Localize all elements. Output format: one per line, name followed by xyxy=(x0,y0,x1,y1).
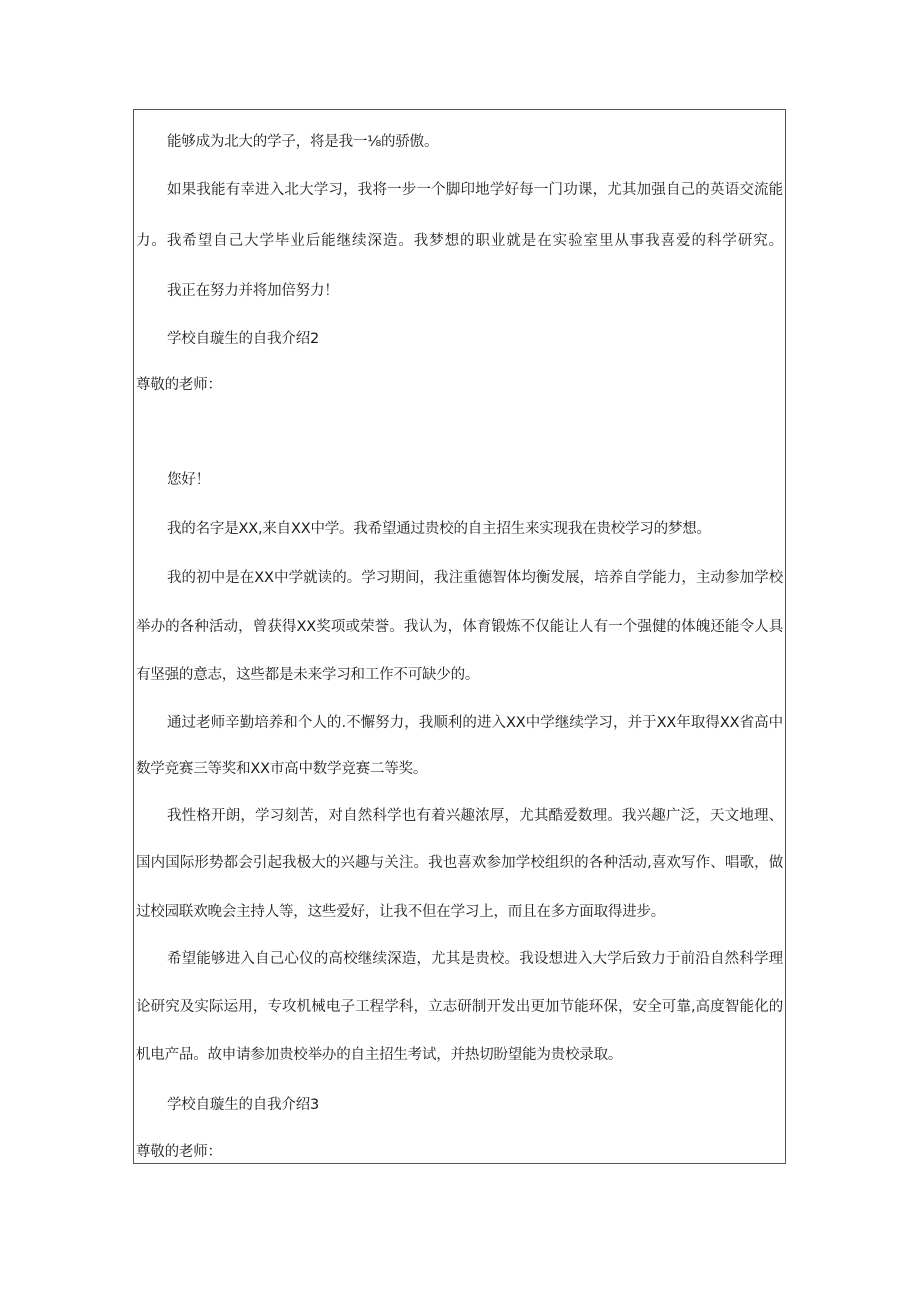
paragraph-line: 数学竞赛三等奖和XX市高中数学竞赛二等奖。 xyxy=(136,761,428,777)
paragraph-line: 论研究及实际运用，专攻机械电子工程学科，立志研制开发出更加节能环保，安全可靠,高度智能化的 xyxy=(136,999,783,1015)
salutation: 尊敬的老师： xyxy=(136,377,222,393)
paragraph-line: 机电产品。故申请参加贵校举办的自主招生考试，并热切盼望能为贵校录取。 xyxy=(136,1047,623,1063)
paragraph-line: 能够成为北大的学子，将是我一⅛的骄傲。 xyxy=(167,134,439,150)
section-heading: 学校自璇生的自我介绍3 xyxy=(167,1097,320,1113)
paragraph-line: 过校园联欢晚会主持人等，这些爱好，让我不但在学习上，而且在多方面取得进步。 xyxy=(136,904,666,920)
paragraph-line: 通过老师辛勤培养和个人的.不懈努力，我顺利的进入XX中学继续学习，并于XX年取得XX省高中 xyxy=(167,715,783,731)
paragraph-line: 我的初中是在XX中学就读的。学习期间，我注重德智体均衡发展，培养自学能力，主动参加学校 xyxy=(167,570,783,586)
paragraph-line: 希望能够进入自己心仪的高校继续深造，尤其是贵校。我设想进入大学后致力于前沿自然科学理 xyxy=(167,951,783,967)
paragraph-line: 我正在努力并将加倍努力！ xyxy=(167,283,339,299)
paragraph-line: 我性格开朗，学习刻苦，对自然科学也有着兴趣浓厚，尤其酷爱数理。我兴趣广泛，天文地理、 xyxy=(167,808,783,824)
salutation: 尊敬的老师： xyxy=(136,1144,222,1160)
paragraph-line: 国内国际形势都会引起我极大的兴趣与关注。我也喜欢参加学校组织的各种活动,喜欢写作、唱歌，做 xyxy=(136,855,783,871)
document-page xyxy=(133,109,786,1164)
greeting: 您好！ xyxy=(167,472,210,488)
paragraph-line: 有坚强的意志，这些都是未来学习和工作不可缺少的。 xyxy=(136,667,480,683)
paragraph-line: 我的名字是XX,来自XX中学。我希望通过贵校的自主招生来实现我在贵校学习的梦想。 xyxy=(167,521,711,537)
paragraph-line: 如果我能有幸进入北大学习，我将一步一个脚印地学好每一门功课，尤其加强自己的英语交流能 xyxy=(167,182,783,198)
paragraph-line: 力。我希望自己大学毕业后能继续深造。我梦想的职业就是在实验室里从事我喜爱的科学研究。 xyxy=(136,233,783,249)
paragraph-line: 举办的各种活动，曾获得XX奖项或荣誉。我认为，体育锻炼不仅能让人有一个强健的体魄还能令人具 xyxy=(136,619,783,635)
section-heading: 学校自璇生的自我介绍2 xyxy=(167,331,320,347)
